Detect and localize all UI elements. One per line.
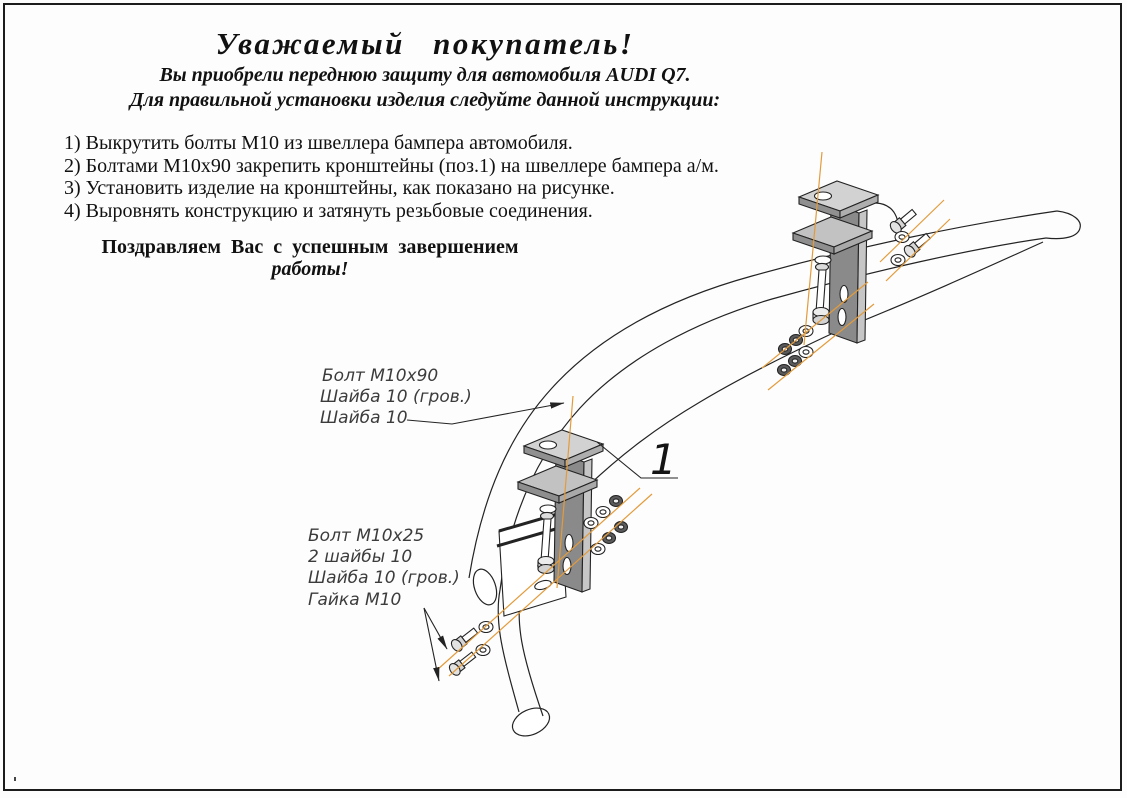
small-tube-end [469,566,501,608]
callout-bottom-line1: Болт М10х25 [308,526,425,546]
middle-hardware-bottom [447,622,493,678]
callout-top-line1: Болт М10х90 [322,366,439,386]
leader-callout-bottom-1 [424,608,447,649]
leader-callout-bottom-2 [424,608,439,681]
centerline-middle-diag1 [437,488,640,670]
bracket-middle-assembly [447,430,627,677]
congrats-line1: Поздравляем Вас с успешным завершением [101,236,519,258]
callout-bottom-label [308,526,460,610]
congrats-line2: работы! [271,258,349,280]
tube-edge-bottom [519,242,1043,716]
part-number-label: 1 [650,435,677,484]
step-1: 1) Выкрутить болты М10 из швеллера бампера автомобиля. [64,132,573,154]
subtitle-line1: Вы приобрели переднюю защиту для автомобиля AUDI Q7. [159,64,691,86]
bracket-top-right-assembly [778,181,933,376]
callout-top-line3: Шайба 10 [320,408,408,428]
callout-top-line2: Шайба 10 (гров.) [320,387,472,407]
step-2: 2) Болтами М10х90 закрепить кронштейны (поз.1) на швеллере бампера а/м. [64,154,719,177]
subtitle-line2: Для правильной установки изделия следуйте данной инструкции: [129,89,721,111]
step-4: 4) Выровнять конструкцию и затянуть резьбовые соединения. [64,199,593,222]
page-title: Уважаемый покупатель! [215,26,635,61]
callout-bottom-line2: 2 шайбы 10 [308,547,413,567]
callout-bottom-line3: Шайба 10 (гров.) [308,568,460,588]
big-tube-end [508,703,554,742]
tube-end-cap [1046,211,1080,239]
step-3: 3) Установить изделие на кронштейны, как показано на рисунке. [64,177,615,199]
callout-top-label [320,366,472,428]
scan-artifact-dot [14,777,16,781]
callout-bottom-line4: Гайка М10 [308,590,402,610]
